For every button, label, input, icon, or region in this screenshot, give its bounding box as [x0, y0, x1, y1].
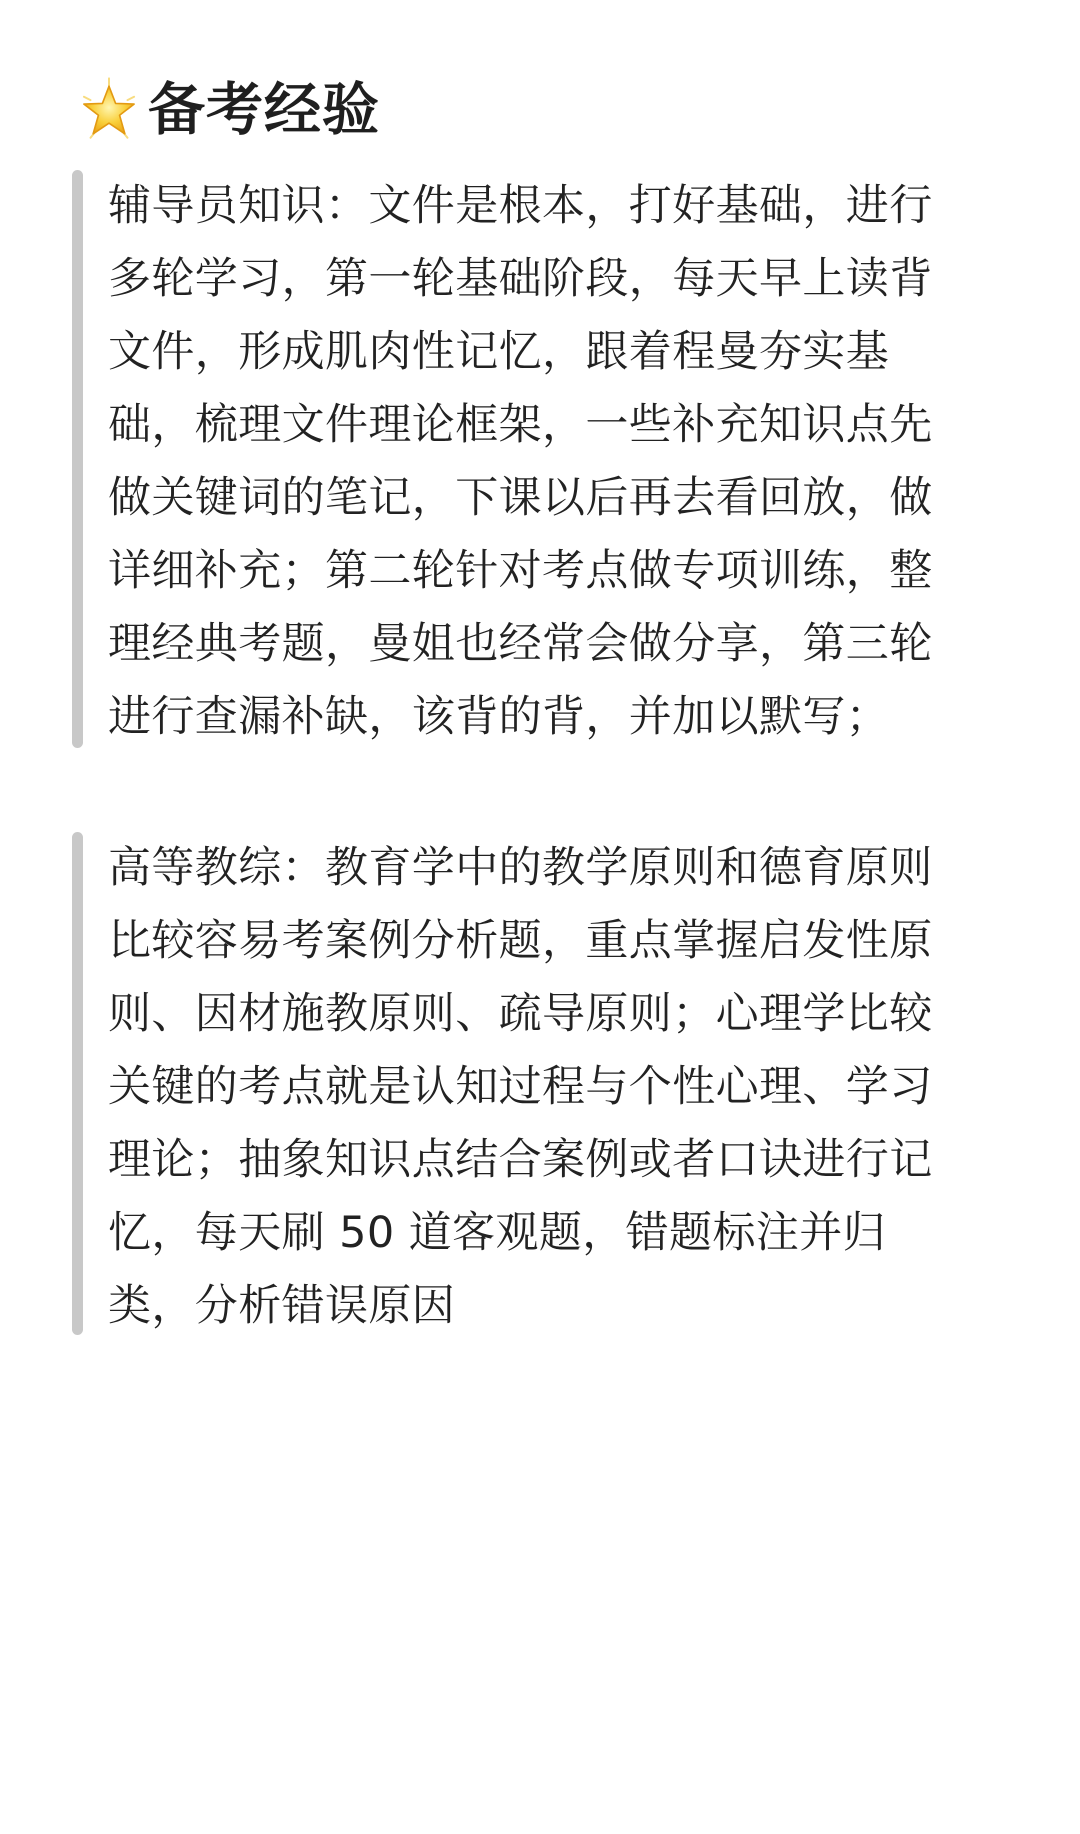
quote-block-education [72, 832, 1012, 1335]
paragraph-line: 理论；抽象知识点结合案例或者口诀进行记 [108, 1135, 933, 1185]
paragraph-line: 类，分析错误原因 [108, 1281, 456, 1331]
quote-bar [72, 170, 83, 748]
paragraph-line: 做关键词的笔记，下课以后再去看回放，做 [108, 473, 933, 523]
paragraph-line: 关键的考点就是认知过程与个性心理、学习 [108, 1062, 933, 1112]
quote-block-counselor [72, 170, 1012, 748]
quote-bar [72, 832, 83, 1335]
paragraph-line: 忆，每天刷 50 道客观题，错题标注并归 [108, 1208, 887, 1258]
quote-paragraph [108, 170, 1012, 754]
heading-title: 备考经验 [148, 77, 380, 143]
paragraph-line: 础，梳理文件理论框架，一些补充知识点先 [108, 400, 933, 450]
paragraph-line: 详细补充；第二轮针对考点做专项训练，整 [108, 546, 933, 596]
paragraph-line: 进行查漏补缺，该背的背，并加以默写； [108, 692, 890, 742]
star-icon [76, 77, 142, 143]
section-heading [76, 70, 380, 150]
paragraph-line: 比较容易考案例分析题，重点掌握启发性原 [108, 916, 933, 966]
paragraph-line: 理经典考题，曼姐也经常会做分享，第三轮 [108, 619, 933, 669]
paragraph-line: 高等教综：教育学中的教学原则和德育原则 [108, 843, 933, 893]
quote-paragraph [108, 832, 1012, 1343]
paragraph-line: 多轮学习，第一轮基础阶段，每天早上读背 [108, 254, 933, 304]
paragraph-line: 文件，形成肌肉性记忆，跟着程曼夯实基 [108, 327, 890, 377]
paragraph-line: 则、因材施教原则、疏导原则；心理学比较 [108, 989, 933, 1039]
paragraph-line: 辅导员知识：文件是根本，打好基础，进行 [108, 181, 933, 231]
